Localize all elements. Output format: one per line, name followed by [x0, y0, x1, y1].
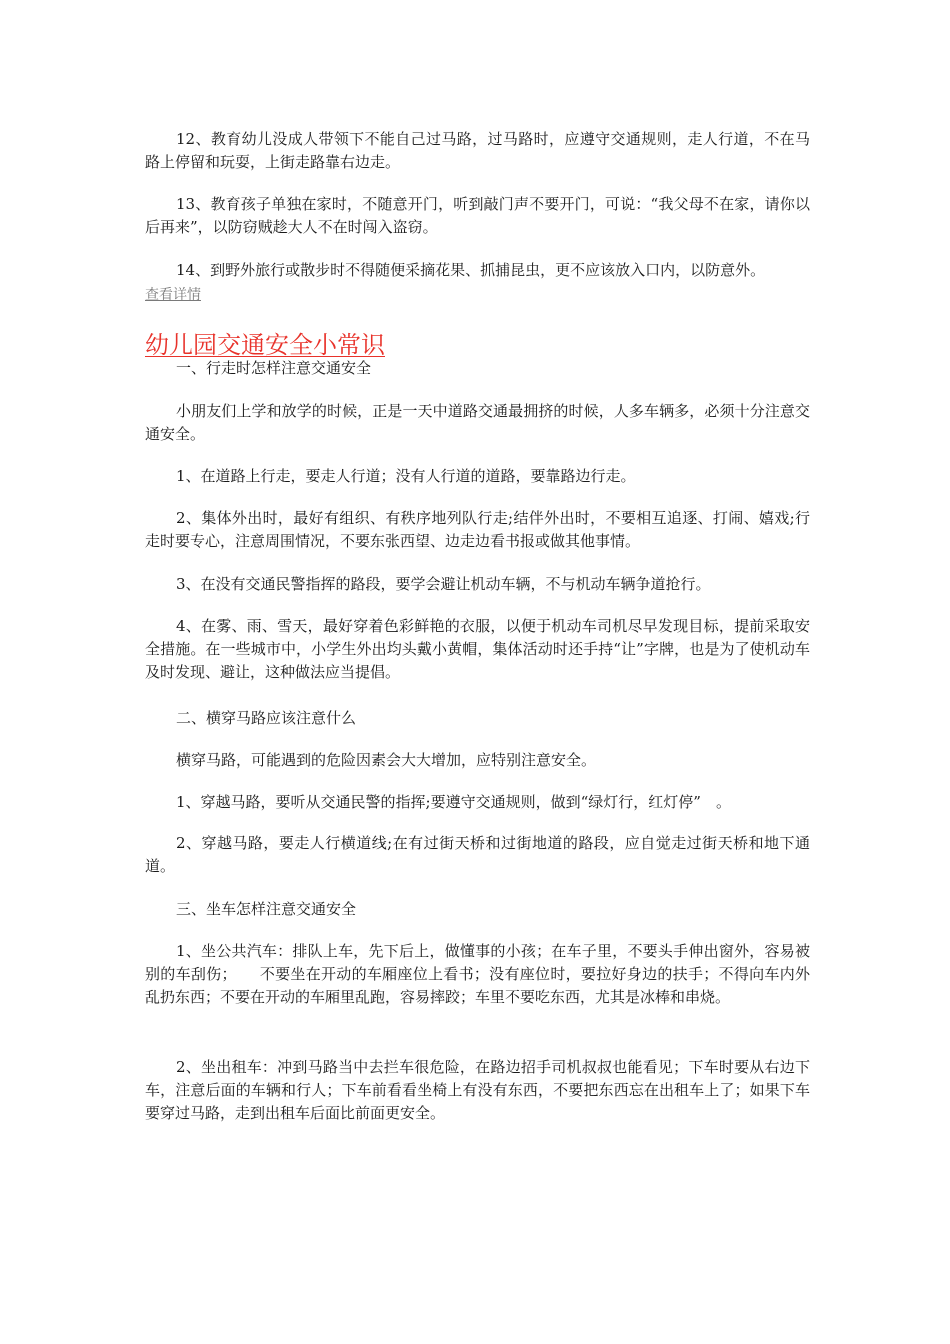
- paragraph-text: 二、横穿马路应该注意什么: [176, 709, 357, 727]
- paragraph-text: 12、教育幼儿没成人带领下不能自己过马路，过马路时，应遵守交通规则，走人行道，不在马路上停留和玩耍，上街走路靠右边走。: [145, 130, 810, 171]
- paragraph-text: 1、在道路上行走，要走人行道；没有人行道的道路，要靠路边行走。: [176, 467, 636, 485]
- paragraph-intro-walking: [145, 400, 810, 446]
- paragraph-text: 13、教育孩子单独在家时，不随意开门，听到敲门声不要开门，可说：“我父母不在家，请你以后再来”，以防窃贼趁大人不在时闯入盗窃。: [145, 195, 810, 236]
- paragraph-text: 2、穿越马路，要走人行横道线;在有过街天桥和过街地道的路段，应自觉走过街天桥和地下通道。: [145, 834, 810, 875]
- paragraph-text: 2、集体外出时，最好有组织、有秩序地列队行走;结伴外出时，不要相互追逐、打闹、嬉戏;行走时要专心，注意周围情况，不要东张西望、边走边看书报或做其他事情。: [145, 509, 810, 550]
- paragraph-text: 1、坐公共汽车：排队上车，先下后上，做懂事的小孩；在车子里，不要头手伸出窗外，容易被别的车刮伤； 不要坐在开动的车厢座位上看书；没有座位时，要拉好身边的扶手；不得向车内外乱扔东西；不要在开动的车厢里乱跑，容易摔跤；车里不要吃东西，尤其是冰棒和串烧。: [145, 942, 810, 1006]
- paragraph-text: 1、穿越马路，要听从交通民警的指挥;要遵守交通规则，做到“绿灯行，红灯停” 。: [176, 793, 731, 811]
- paragraph-item-14: [145, 259, 810, 282]
- paragraph-taxi: [145, 1056, 810, 1125]
- heading-riding-vehicle: [145, 898, 810, 921]
- paragraph-text: 一、行走时怎样注意交通安全: [176, 359, 372, 377]
- paragraph-item-12: [145, 128, 810, 174]
- paragraph-crossing-1: [145, 791, 810, 814]
- heading-crossing-road: [145, 707, 810, 730]
- view-details-link[interactable]: 查看详情: [145, 287, 201, 303]
- paragraph-text: 4、在雾、雨、雪天，最好穿着色彩鲜艳的衣服，以便于机动车司机尽早发现目标，提前采取安全措施。在一些城市中，小学生外出均头戴小黄帽，集体活动时还手持“让”字牌，也是为了使机动车及时发现、避让，这种做法应当提倡。: [145, 617, 810, 681]
- paragraph-walking-2: [145, 507, 810, 553]
- paragraph-crossing-2: [145, 832, 810, 878]
- paragraph-text: 2、坐出租车：冲到马路当中去拦车很危险，在路边招手司机叔叔也能看见；下车时要从右边下车，注意后面的车辆和行人；下车前看看坐椅上有没有东西，不要把东西忘在出租车上了；如果下车要穿过马路，走到出租车后面比前面更安全。: [145, 1058, 810, 1122]
- paragraph-intro-crossing: [145, 749, 810, 772]
- paragraph-walking-3: [145, 573, 810, 596]
- section-title: 幼儿园交通安全小常识: [145, 331, 385, 359]
- paragraph-walking-4: [145, 615, 810, 684]
- paragraph-text: 三、坐车怎样注意交通安全: [176, 900, 357, 918]
- paragraph-text: 3、在没有交通民警指挥的路段，要学会避让机动车辆，不与机动车辆争道抢行。: [176, 575, 711, 593]
- paragraph-item-13: [145, 193, 810, 239]
- paragraph-text: 14、到野外旅行或散步时不得随便采摘花果、抓捕昆虫，更不应该放入口内，以防意外。: [176, 261, 766, 279]
- paragraph-walking-1: [145, 465, 810, 488]
- paragraph-text: 横穿马路，可能遇到的危险因素会大大增加，应特别注意安全。: [176, 751, 597, 769]
- heading-walking-safety: [145, 357, 810, 380]
- paragraph-text: 小朋友们上学和放学的时候，正是一天中道路交通最拥挤的时候，人多车辆多，必须十分注意交通安全。: [145, 402, 810, 443]
- paragraph-bus: [145, 940, 810, 1009]
